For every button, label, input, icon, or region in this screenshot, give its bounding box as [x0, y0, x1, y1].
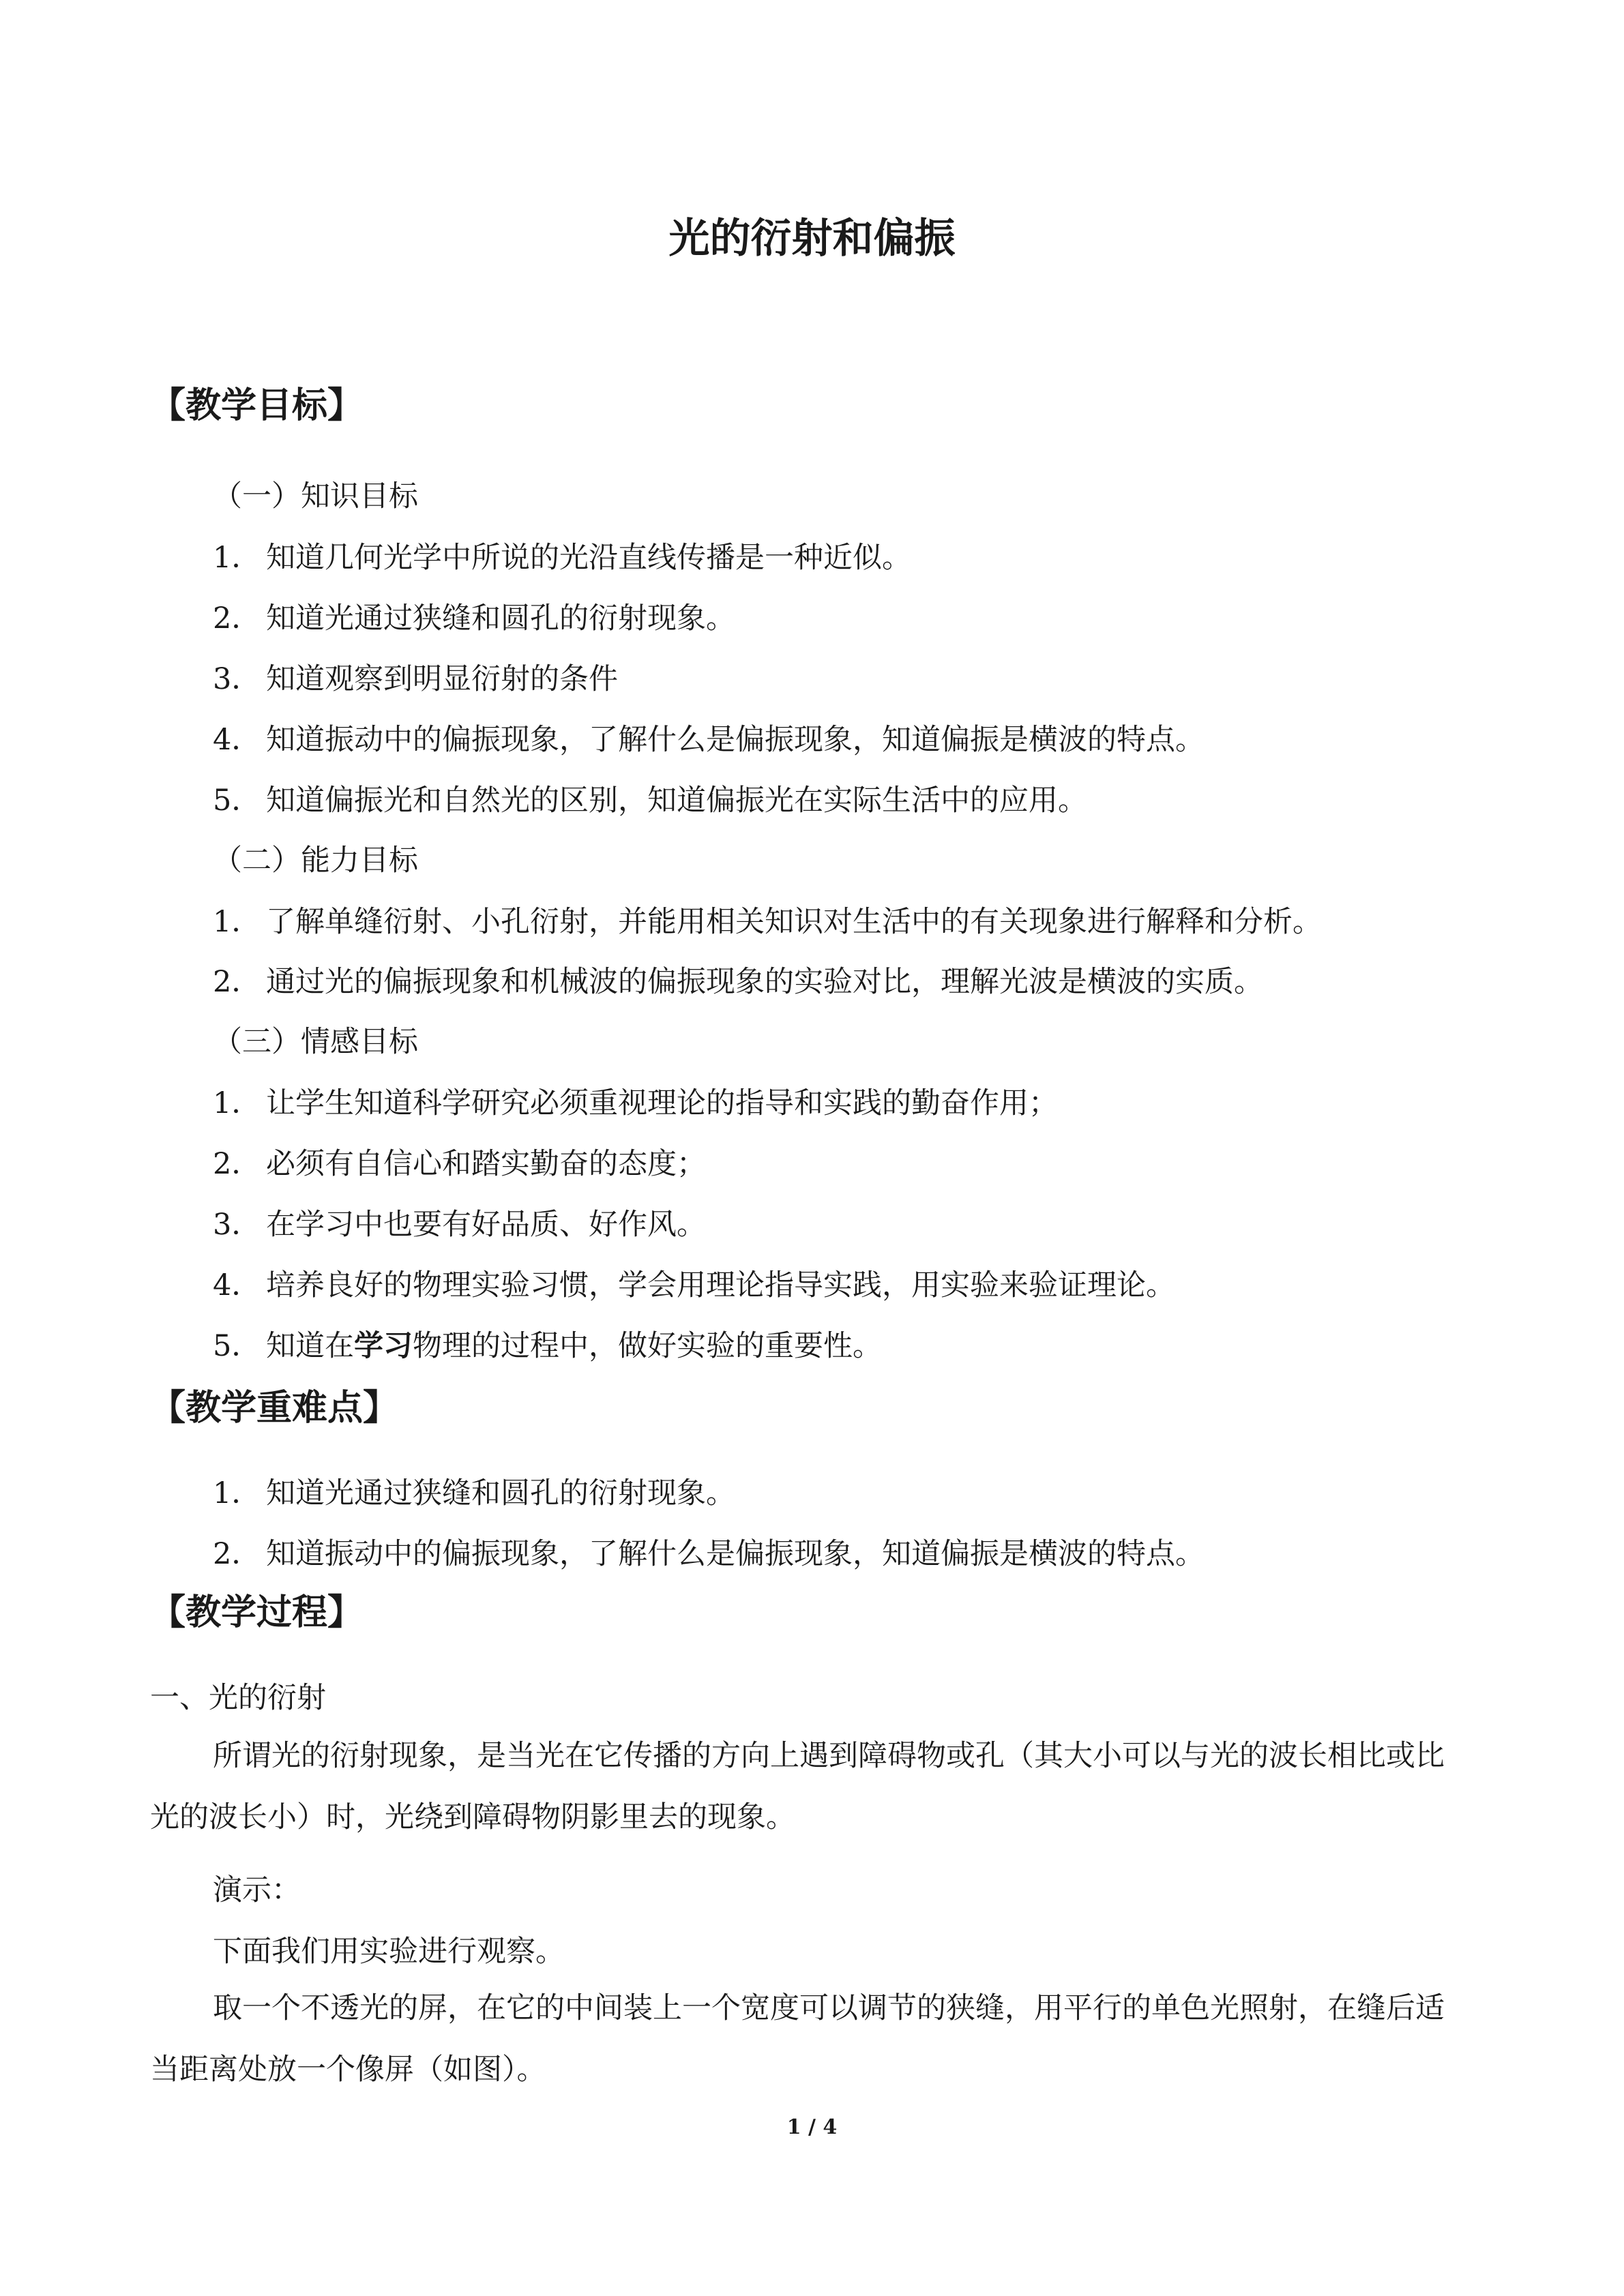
- knowledge-item-4: 4． 知道振动中的偏振现象，了解什么是偏振现象，知道偏振是横波的特点。: [213, 723, 1205, 757]
- knowledge-item-1: 1． 知道几何光学中所说的光沿直线传播是一种近似。: [213, 541, 911, 575]
- demo-label: 演示：: [213, 1873, 301, 1907]
- emotion-item-3: 3． 在学习中也要有好品质、好作风。: [213, 1208, 706, 1242]
- emotion-item-4: 4． 培养良好的物理实验习惯，学会用理论指导实践，用实验来验证理论。: [213, 1268, 1175, 1302]
- paragraph-experiment-setup: 取一个不透光的屏，在它的中间装上一个宽度可以调节的狭缝，用平行的单色光照射，在缝后适当距离处放一个像屏（如图）。: [150, 1991, 1445, 2087]
- key-point-item-2: 2． 知道振动中的偏振现象，了解什么是偏振现象，知道偏振是横波的特点。: [213, 1537, 1205, 1571]
- section-title-diffraction: 一、光的衍射: [150, 1681, 326, 1715]
- heading-teaching-goals: 【教学目标】: [150, 385, 364, 426]
- paragraph-diffraction-definition: 所谓光的衍射现象，是当光在它传播的方向上遇到障碍物或孔（其大小可以与光的波长相比或比光的波长小）时，光绕到障碍物阴影里去的现象。: [150, 1739, 1445, 1834]
- ability-item-1: 1． 了解单缝衍射、小孔衍射，并能用相关知识对生活中的有关现象进行解释和分析。: [213, 905, 1322, 939]
- heading-teaching-process: 【教学过程】: [150, 1592, 364, 1633]
- ability-item-2: 2． 通过光的偏振现象和机械波的偏振现象的实验对比，理解光波是横波的实质。: [213, 965, 1263, 999]
- emotion-item-5: 5． 知道在学习物理的过程中，做好实验的重要性。: [213, 1329, 882, 1363]
- page-number: 1 / 4: [786, 2115, 838, 2139]
- emotion-item-1: 1． 让学生知道科学研究必须重视理论的指导和实践的勤奋作用；: [213, 1086, 1058, 1120]
- observe-text: 下面我们用实验进行观察。: [213, 1935, 565, 1969]
- subheading-knowledge-goals: （一）知识目标: [213, 479, 418, 513]
- subheading-emotion-goals: （三）情感目标: [213, 1025, 418, 1059]
- knowledge-item-2: 2． 知道光通过狭缝和圆孔的衍射现象。: [213, 601, 735, 636]
- heading-key-points: 【教学重难点】: [150, 1388, 399, 1429]
- emotion-item-2: 2． 必须有自信心和踏实勤奋的态度；: [213, 1147, 706, 1181]
- key-point-item-1: 1． 知道光通过狭缝和圆孔的衍射现象。: [213, 1476, 735, 1510]
- knowledge-item-3: 3． 知道观察到明显衍射的条件: [213, 662, 618, 696]
- document-title: 光的衍射和偏振: [668, 215, 956, 263]
- knowledge-item-5: 5． 知道偏振光和自然光的区别，知道偏振光在实际生活中的应用。: [213, 784, 1087, 818]
- subheading-ability-goals: （二）能力目标: [213, 844, 418, 878]
